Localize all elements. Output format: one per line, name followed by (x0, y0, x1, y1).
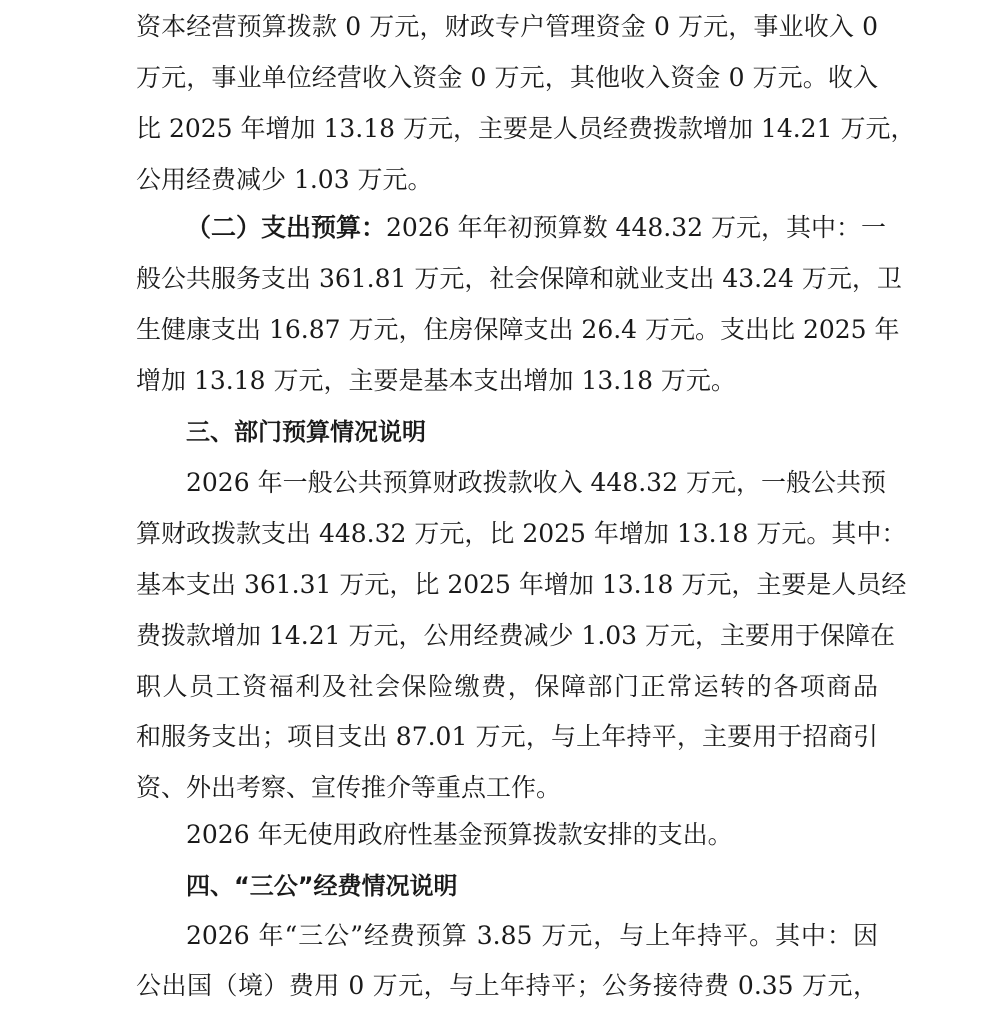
section-heading: 四、“三公”经费情况说明 (186, 872, 458, 900)
paragraph-line: 公出国（境）费用 0 万元，与上年持平；公务接待费 0.35 万元， (136, 971, 878, 1000)
paragraph-line: 生健康支出 16.87 万元，住房保障支出 26.4 万元。支出比 2025 年 (136, 315, 900, 344)
paragraph-line: 和服务支出；项目支出 87.01 万元，与上年持平，主要用于招商引 (136, 722, 878, 751)
paragraph-line: 费拨款增加 14.21 万元，公用经费减少 1.03 万元，主要用于保障在 (136, 621, 896, 650)
paragraph-line: 般公共服务支出 361.81 万元，社会保障和就业支出 43.24 万元，卫 (136, 264, 902, 293)
section-subheading: （二）支出预算： (186, 213, 387, 242)
paragraph-line (136, 208, 886, 248)
paragraph-line: 资、外出考察、宣传推介等重点工作。 (136, 773, 562, 802)
paragraph-text: 2026 年年初预算数 448.32 万元，其中：一 (386, 213, 886, 242)
paragraph-line: 2026 年无使用政府性基金预算拨款安排的支出。 (186, 820, 733, 849)
paragraph-line: 职人员工资福利及社会保险缴费，保障部门正常运转的各项商品 (136, 672, 878, 701)
paragraph-line: 比 2025 年增加 13.18 万元，主要是人员经费拨款增加 14.21 万元， (136, 114, 916, 143)
paragraph-line: 增加 13.18 万元，主要是基本支出增加 13.18 万元。 (136, 366, 736, 395)
section-heading: 三、部门预算情况说明 (186, 418, 426, 446)
paragraph-line: 基本支出 361.31 万元，比 2025 年增加 13.18 万元，主要是人员经 (136, 570, 907, 599)
paragraph-line: 万元，事业单位经营收入资金 0 万元，其他收入资金 0 万元。收入 (136, 63, 878, 92)
paragraph-line: 2026 年“三公”经费预算 3.85 万元，与上年持平。其中：因 (186, 921, 878, 950)
paragraph-line: 资本经营预算拨款 0 万元，财政专户管理资金 0 万元，事业收入 0 (136, 12, 878, 41)
paragraph-line: 算财政拨款支出 448.32 万元，比 2025 年增加 13.18 万元。其中： (136, 519, 907, 548)
paragraph-line: 2026 年一般公共预算财政拨款收入 448.32 万元，一般公共预 (186, 468, 886, 497)
paragraph-line: 公用经费减少 1.03 万元。 (136, 165, 433, 194)
